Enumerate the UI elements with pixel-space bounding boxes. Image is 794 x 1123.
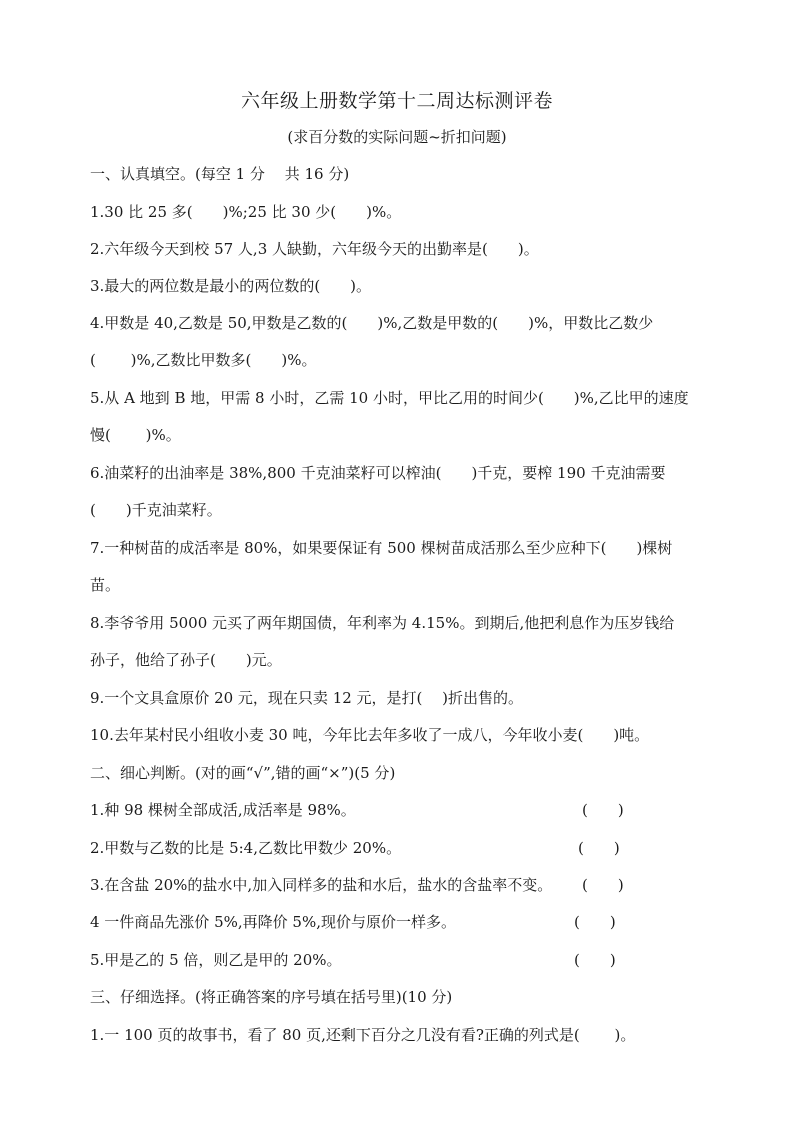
question-line: 10.去年某村民小组收小麦 30 吨，今年比去年多收了一成八，今年收小麦( )吨。 bbox=[90, 726, 650, 744]
judge-item-text: 4 一件商品先涨价 5%,再降价 5%,现价与原价一样多。 bbox=[90, 913, 456, 931]
question-line: 7.一种树苗的成活率是 80%，如果要保证有 500 棵树苗成活那么至少应种下( )棵树 bbox=[90, 539, 673, 557]
question-line: 1.30 比 25 多( )%;25 比 30 少( )%。 bbox=[90, 203, 402, 221]
question-line: 3.最大的两位数是最小的两位数的( )。 bbox=[90, 277, 372, 295]
section-heading-fill-blanks: 一、认真填空。(每空 1 分 共 16 分) bbox=[90, 165, 350, 183]
question-line: 慢( )%。 bbox=[90, 426, 181, 444]
judge-answer-blank[interactable]: ( ) bbox=[574, 951, 616, 969]
judge-item-text: 5.甲是乙的 5 倍，则乙是甲的 20%。 bbox=[90, 951, 342, 969]
judge-answer-blank[interactable]: ( ) bbox=[574, 913, 616, 931]
judge-item-text: 3.在含盐 20%的盐水中,加入同样多的盐和水后，盐水的含盐率不变。 bbox=[90, 876, 553, 894]
question-line: ( )%,乙数比甲数多( )%。 bbox=[90, 351, 317, 369]
question-line: 1.一 100 页的故事书，看了 80 页,还剩下百分之几没有看?正确的列式是( )。 bbox=[90, 1026, 636, 1044]
question-line: 6.油菜籽的出油率是 38%,800 千克油菜籽可以榨油( )千克，要榨 190 千克油需要 bbox=[90, 464, 666, 482]
question-line: 9.一个文具盒原价 20 元，现在只卖 12 元，是打( )折出售的。 bbox=[90, 689, 524, 707]
question-line: 苗。 bbox=[90, 576, 121, 594]
question-line: 5.从 A 地到 B 地，甲需 8 小时，乙需 10 小时，甲比乙用的时间少( )%,乙比甲的速度 bbox=[90, 389, 689, 407]
judge-answer-blank[interactable]: ( ) bbox=[582, 801, 624, 819]
question-line: 2.六年级今天到校 57 人,3 人缺勤，六年级今天的出勤率是( )。 bbox=[90, 240, 539, 258]
section-heading-judge: 二、细心判断。(对的画“√”,错的画“×”)(5 分) bbox=[90, 764, 396, 782]
section-heading-choose: 三、仔细选择。(将正确答案的序号填在括号里)(10 分) bbox=[90, 988, 453, 1006]
question-line: 4.甲数是 40,乙数是 50,甲数是乙数的( )%,乙数是甲数的( )%，甲数比乙数少 bbox=[90, 314, 654, 332]
judge-item-text: 2.甲数与乙数的比是 5:4,乙数比甲数少 20%。 bbox=[90, 839, 402, 857]
question-line: 孙子，他给了孙子( )元。 bbox=[90, 651, 282, 669]
judge-answer-blank[interactable]: ( ) bbox=[578, 839, 620, 857]
page-subtitle: (求百分数的实际问题~折扣问题) bbox=[287, 128, 507, 146]
question-line: ( )千克油菜籽。 bbox=[90, 501, 222, 519]
question-line: 8.李爷爷用 5000 元买了两年期国债，年利率为 4.15%。到期后,他把利息作为压岁钱给 bbox=[90, 614, 675, 632]
page-title: 六年级上册数学第十二周达标测评卷 bbox=[240, 90, 553, 112]
judge-answer-blank[interactable]: ( ) bbox=[582, 876, 624, 894]
judge-item-text: 1.种 98 棵树全部成活,成活率是 98%。 bbox=[90, 801, 356, 819]
